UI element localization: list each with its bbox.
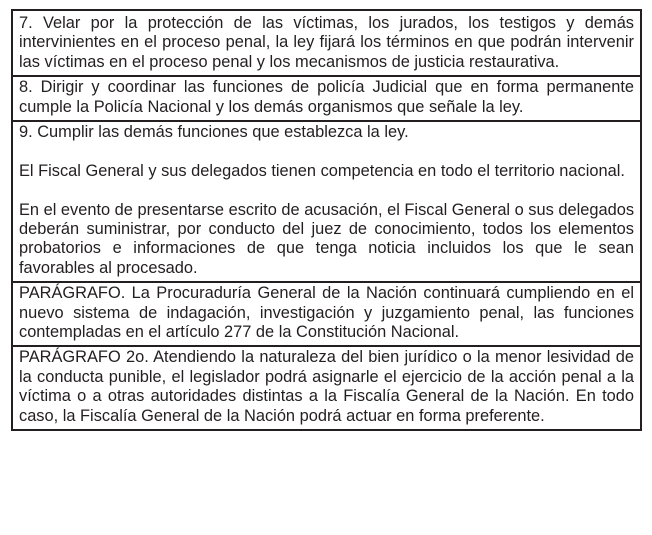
table-cell-item-8 [13,75,640,120]
paragraph-item-8: 8. Dirigir y coordinar las funciones de policía Judicial que en forma permanente cumple la Policía Nacional y los demás organismos que señale la ley. [19,78,634,116]
document-table [11,9,642,431]
paragraph-paragrafo-2: PARÁGRAFO 2o. Atendiendo la naturaleza del bien jurídico o la menor lesividad de la conducta punible, el legislador podrá asignarle el ejercicio de la acción penal a la víctima o a otras autoridades distintas a la Fiscalía General de la Nación. En todo caso, la Fiscalía General de la Nación podrá actuar en forma preferente. [19,348,634,425]
paragraph-paragrafo: PARÁGRAFO. La Procuraduría General de la Nación continuará cumpliendo en el nuevo sistema de indagación, investigación y juzgamiento penal, las funciones contempladas en el artículo 277 de la Constitución Nacional. [19,284,634,342]
table-cell-paragrafo-2 [13,345,640,429]
paragraph-accusation: En el evento de presentarse escrito de acusación, el Fiscal General o sus delegados deberán suministrar, por conducto del juez de conocimiento, todos los elementos probatorios e informaciones de que tenga noticia incluidos los que le sean favorables al procesado. [19,200,635,277]
paragraph-fiscal-competence: El Fiscal General y sus delegados tienen competencia en todo el territorio nacional. [19,161,625,180]
paragraph-item-9: 9. Cumplir las demás funciones que establezca la ley. [19,123,409,142]
paragraph-item-7: 7. Velar por la protección de las víctimas, los jurados, los testigos y demás intervinientes en el proceso penal, la ley fijará los términos en que podrán intervenir las víctimas en el proceso penal y los mecanismos de justicia restaurativa. [19,14,634,71]
table-cell-item-7 [13,11,640,75]
table-cell-item-9 [13,120,640,281]
table-cell-paragrafo [13,281,640,345]
